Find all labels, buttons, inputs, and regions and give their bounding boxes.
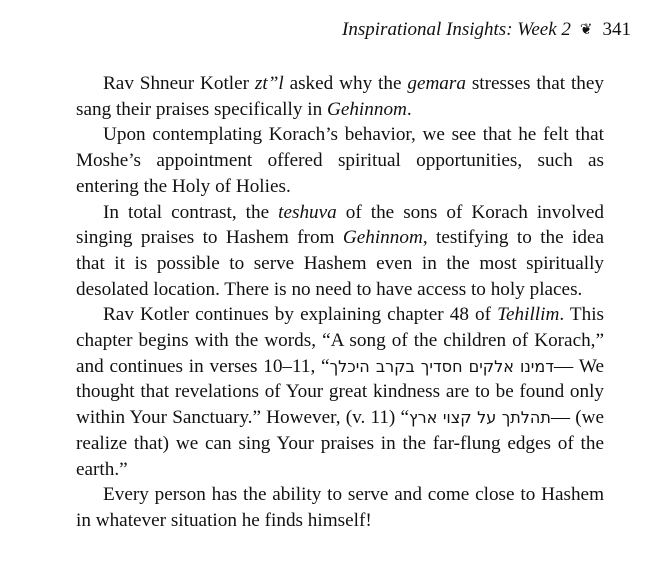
italic-term: teshuva <box>278 201 337 223</box>
text-run: of the sons of Korach involved singing praises to Hashem from <box>76 201 604 249</box>
italic-term: zt”l <box>254 73 284 94</box>
hebrew-verse: דמינו אלקים חסדיך בקרב היכלך <box>329 356 554 376</box>
text-run: In total contrast, the <box>103 201 279 223</box>
text-run: Rav Kotler continues by explaining chapter 48 of <box>103 304 498 326</box>
text-run: . <box>406 98 412 120</box>
body-text <box>76 71 604 534</box>
running-title: Inspirational Insights: Week 2 <box>342 19 571 40</box>
text-run: Every person has the ability to serve and come close to Hashem in whatever situation he finds himself! <box>76 484 604 531</box>
italic-term: Gehinnom <box>326 98 407 120</box>
italic-term: Tehillim <box>497 304 560 326</box>
hebrew-verse: תהלתך על קצוי ארץ <box>409 408 551 428</box>
fleuron-icon: ❦ <box>579 22 593 38</box>
paragraph-4 <box>76 302 604 482</box>
text-run: Upon contemplating Korach’s behavior, we see that he felt that Moshe’s appointment offered spiritual opportunities, such as entering the Holy of Holies. <box>76 124 604 197</box>
paragraph-5 <box>76 482 604 533</box>
running-header <box>342 20 631 39</box>
text-run: stresses that they sang their praises specifically in <box>76 73 604 120</box>
paragraph-2 <box>76 122 604 199</box>
text-run: , testifying to the idea that it is possible to serve Hashem even in the most spiritually desolated location. There is no need to have access to holy places. <box>76 227 604 300</box>
text-run: — (we realize that) we can sing Your praises in the far-flung edges of the earth.” <box>76 407 605 480</box>
page-number: 341 <box>602 19 631 40</box>
italic-term: Gehinnom <box>342 227 423 249</box>
text-run: — We thought that revelations of Your great kindness are to be found only within Your Sanctuary.” However, (v. 11) “ <box>76 355 604 429</box>
paragraph-1 <box>76 71 604 122</box>
italic-term: gemara <box>407 73 466 94</box>
text-run: Rav Shneur Kotler <box>103 73 255 94</box>
paragraph-3 <box>76 200 604 303</box>
text-run: . This chapter begins with the words, “A song of the children of Korach,” and continues in verses 10–11, “ <box>76 304 604 377</box>
text-run: asked why the <box>283 73 408 94</box>
